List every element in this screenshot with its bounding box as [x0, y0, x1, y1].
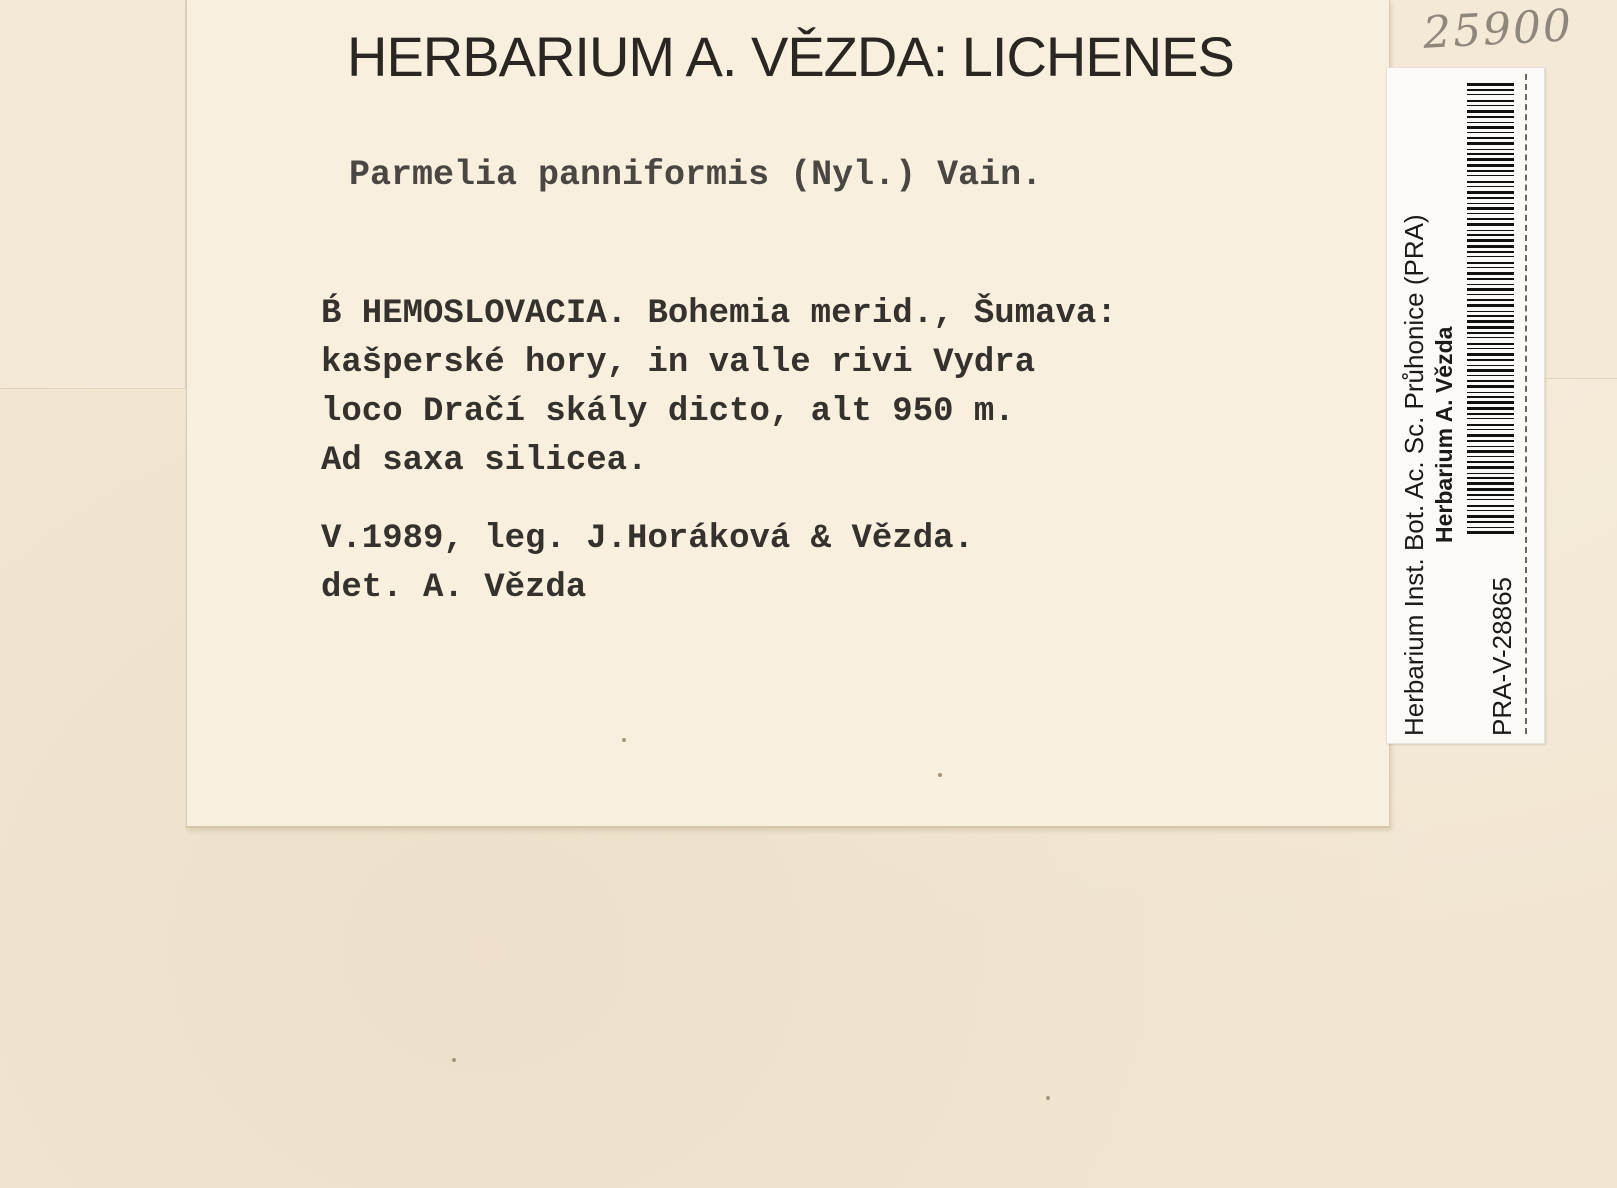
catalog-number: PRA-V-28865: [1487, 577, 1517, 736]
locality-line: loco Dračí skály dicto, alt 950 m.: [321, 393, 1015, 431]
label-title: HERBARIUM A. VĚZDA: LICHENES: [347, 25, 1234, 88]
collection-line: det. A. Vězda: [321, 569, 587, 607]
locality-line: B́ HEMOSLOVACIA. Bohemia merid., Šumava:: [321, 295, 1117, 333]
sheet-fold-left: [0, 0, 186, 389]
paper-speck: [938, 773, 942, 777]
paper-speck: [1046, 1096, 1050, 1100]
paper-speck: [622, 738, 626, 742]
locality-text: [321, 290, 1117, 486]
barcode-icon: [1467, 83, 1514, 535]
collection-text: [321, 515, 974, 613]
handwritten-number: 25900: [1421, 0, 1575, 59]
species-name: Parmelia panniformis (Nyl.) Vain.: [349, 155, 1043, 195]
specimen-label: [186, 0, 1390, 828]
institution-text: Herbarium Inst. Bot. Ac. Sc. Průhonice (PRA): [1399, 214, 1429, 736]
collection-line: V.1989, leg. J.Horáková & Vězda.: [321, 520, 974, 558]
locality-line: kašperské hory, in valle rivi Vydra: [321, 344, 1036, 382]
locality-line: Ad saxa silicea.: [321, 442, 648, 480]
paper-speck: [452, 1058, 456, 1062]
barcode-sticker: [1386, 67, 1545, 744]
cut-line: [1525, 74, 1527, 734]
collection-name: Herbarium A. Vězda: [1431, 326, 1457, 543]
